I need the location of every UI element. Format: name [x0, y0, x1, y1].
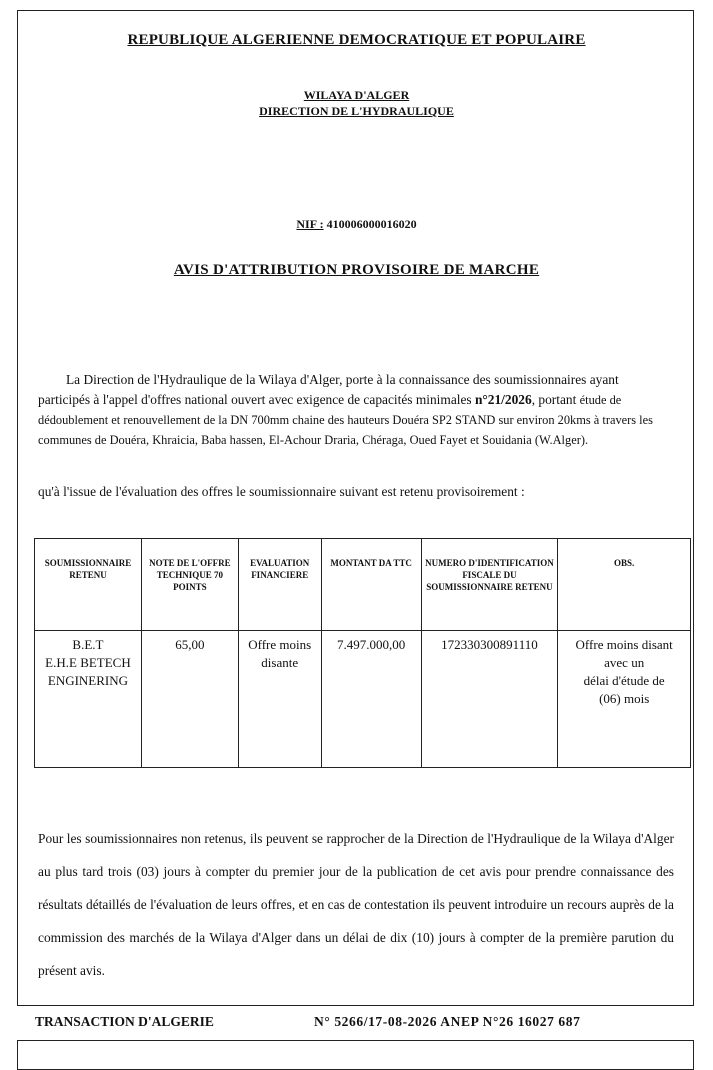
- notice-title: AVIS D'ATTRIBUTION PROVISOIRE DE MARCHE: [173, 262, 540, 278]
- col-header-bidder: SOUMISSIONNAIRE RETENU: [35, 539, 142, 631]
- cell-tax-id: 172330300891110: [421, 631, 558, 768]
- col-header-obs: OBS.: [558, 539, 691, 631]
- result-line: qu'à l'issue de l'évaluation des offres le soumissionnaire suivant est retenu provisoirement :: [38, 484, 525, 499]
- col-header-amount: MONTANT DA TTC: [321, 539, 421, 631]
- cell-financial-eval: Offre moins disante: [238, 631, 321, 768]
- table-header-row: [35, 539, 691, 631]
- nif-label: NIF :: [296, 217, 324, 231]
- col-header-technical-score: NOTE DE L'OFFRE TECHNIQUE 70 POINTS: [141, 539, 238, 631]
- intro-text-b: , portant: [531, 392, 577, 407]
- republic-title: REPUBLIQUE ALGERIENNE DEMOCRATIQUE ET POPULAIRE: [127, 32, 586, 48]
- col-header-financial-eval: EVALUATION FINANCIERE: [238, 539, 321, 631]
- direction-title: DIRECTION DE L'HYDRAULIQUE: [259, 104, 454, 118]
- wilaya-title: WILAYA D'ALGER: [303, 88, 410, 102]
- tender-number: n°21/2026: [474, 392, 532, 407]
- footer-reference: N° 5266/17-08-2026 ANEP N°26 16027 687: [314, 1014, 581, 1029]
- intro-text-a: La Direction de l'Hydraulique de la Wilaya d'Alger, porte à la connaissance des soumissionnaires ayant participés à l'appel d'offres national ouvert avec exigence de capacités minimales: [38, 372, 619, 407]
- closing-paragraph: Pour les soumissionnaires non retenus, ils peuvent se rapprocher de la Direction de l'Hydraulique de la Wilaya d'Alger au plus tard trois (03) jours à compter du premier jour de la publication de cet avis pour prendre connaissance des résultats détaillés de l'évaluation de leurs offres, et en cas de contestation ils peuvent introduire un recours auprès de la commission des marchés de la Wilaya d'Alger dans un délai de dix (10) jours à compter de la première parution du présent avis.: [38, 831, 674, 978]
- cell-bidder: B.E.T E.H.E BETECH ENGINERING: [35, 631, 142, 768]
- col-header-tax-id: NUMERO D'IDENTIFICATION FISCALE DU SOUMISSIONNAIRE RETENU: [421, 539, 558, 631]
- award-table: [34, 538, 691, 768]
- nif-value: 410006000016020: [326, 217, 417, 231]
- nif-line: [0, 217, 713, 232]
- table-row: [35, 631, 691, 768]
- intro-paragraph: [38, 370, 674, 450]
- cell-technical-score: 65,00: [141, 631, 238, 768]
- cell-obs: Offre moins disant avec un délai d'étude de (06) mois: [558, 631, 691, 768]
- footer-publisher: TRANSACTION D'ALGERIE: [35, 1014, 214, 1029]
- cell-amount: 7.497.000,00: [321, 631, 421, 768]
- next-notice-frame: [17, 1040, 694, 1070]
- intro-text-c: étude de dédoublement et renouvellement de la DN 700mm chaine des hauteurs Douéra SP2 STAND sur environ 20kms à travers les communes de Douéra, Khraicia, Baba hassen, El-Achour Draria, Chéraga, Oued Fayet et Souidania (W.Alger).: [38, 393, 653, 447]
